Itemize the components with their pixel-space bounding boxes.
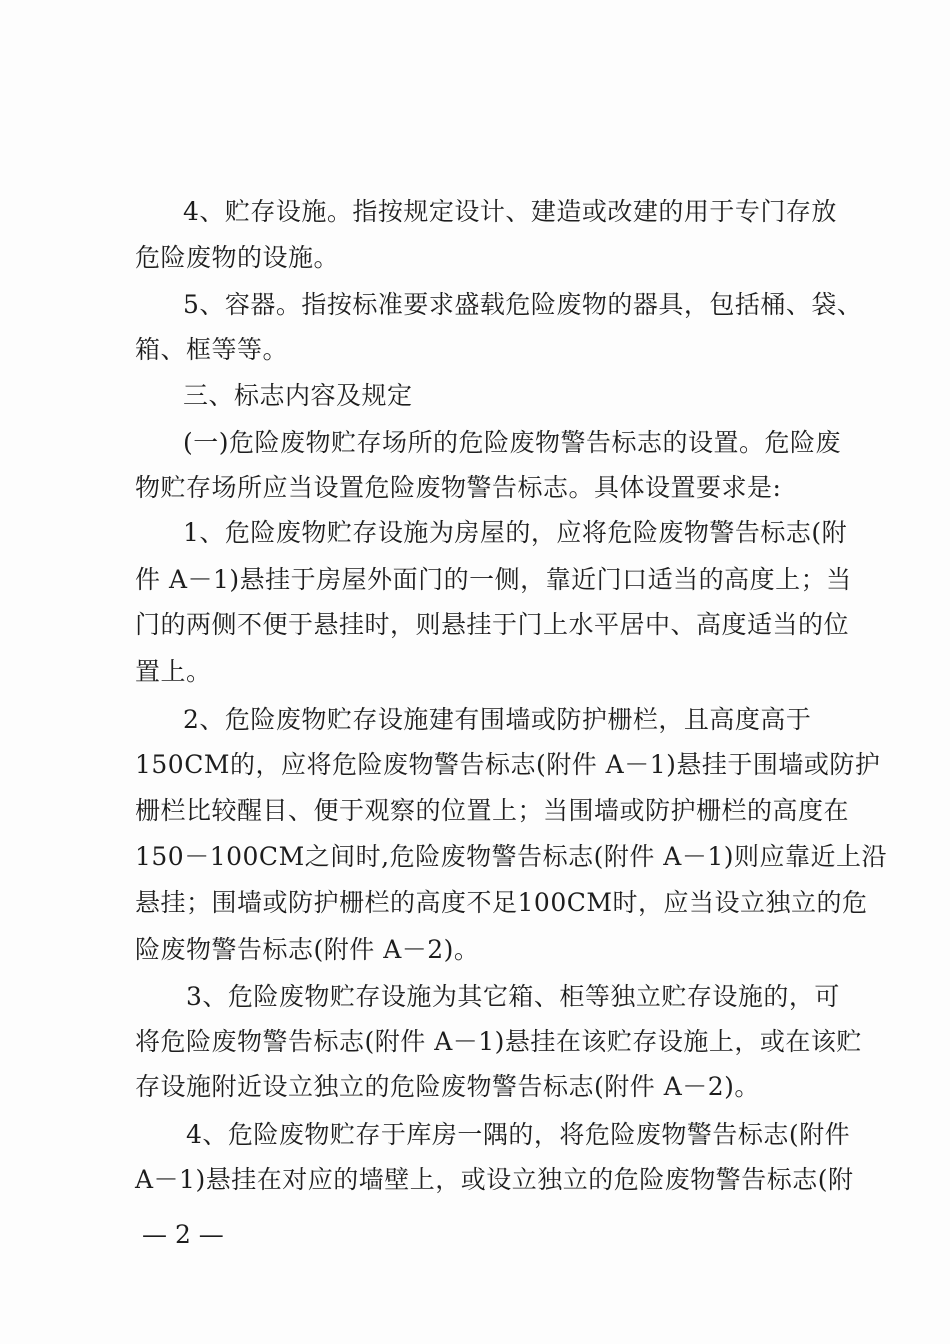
text-line: 险废物警告标志(附件 A－2)。 — [135, 935, 480, 964]
text-line: 150－100CM之间时,危险废物警告标志(附件 A－1)则应靠近上沿 — [135, 842, 888, 871]
page-number: — 2 — — [142, 1220, 224, 1249]
text-line: 4、危险废物贮存于库房一隅的，将危险废物警告标志(附件 — [186, 1120, 851, 1149]
text-line: (一)危险废物贮存场所的危险废物警告标志的设置。危险废 — [183, 428, 842, 457]
text-line: 物贮存场所应当设置危险废物警告标志。具体设置要求是: — [135, 473, 782, 502]
text-line: 1、危险废物贮存设施为房屋的，应将危险废物警告标志(附 — [183, 518, 848, 547]
text-line: 存设施附近设立独立的危险废物警告标志(附件 A－2)。 — [135, 1072, 760, 1101]
text-line: 5、容器。指按标准要求盛载危险废物的器具，包括桶、袋、 — [183, 290, 863, 319]
text-line: 4、贮存设施。指按规定设计、建造或改建的用于专门存放 — [183, 197, 837, 226]
text-line: 置上。 — [135, 657, 212, 686]
text-line: A－1)悬挂在对应的墙壁上，或设立独立的危险废物警告标志(附 — [135, 1165, 854, 1194]
text-line: 3、危险废物贮存设施为其它箱、柜等独立贮存设施的，可 — [186, 982, 840, 1011]
text-line: 危险废物的设施。 — [135, 243, 340, 272]
text-line: 件 A－1)悬挂于房屋外面门的一侧，靠近门口适当的高度上；当 — [135, 565, 852, 594]
text-line: 将危险废物警告标志(附件 A－1)悬挂在该贮存设施上，或在该贮 — [135, 1027, 862, 1056]
text-line: 2、危险废物贮存设施建有围墙或防护栅栏，且高度高于 — [183, 705, 812, 734]
text-line: 150CM的，应将危险废物警告标志(附件 A－1)悬挂于围墙或防护 — [135, 750, 881, 779]
section-heading: 三、标志内容及规定 — [183, 381, 413, 410]
text-line: 悬挂；围墙或防护栅栏的高度不足100CM时，应当设立独立的危 — [135, 888, 868, 917]
text-line: 门的两侧不便于悬挂时，则悬挂于门上水平居中、高度适当的位 — [135, 610, 850, 639]
text-line: 箱、框等等。 — [135, 335, 289, 364]
text-line: 栅栏比较醒目、便于观察的位置上；当围墙或防护栅栏的高度在 — [135, 796, 850, 825]
